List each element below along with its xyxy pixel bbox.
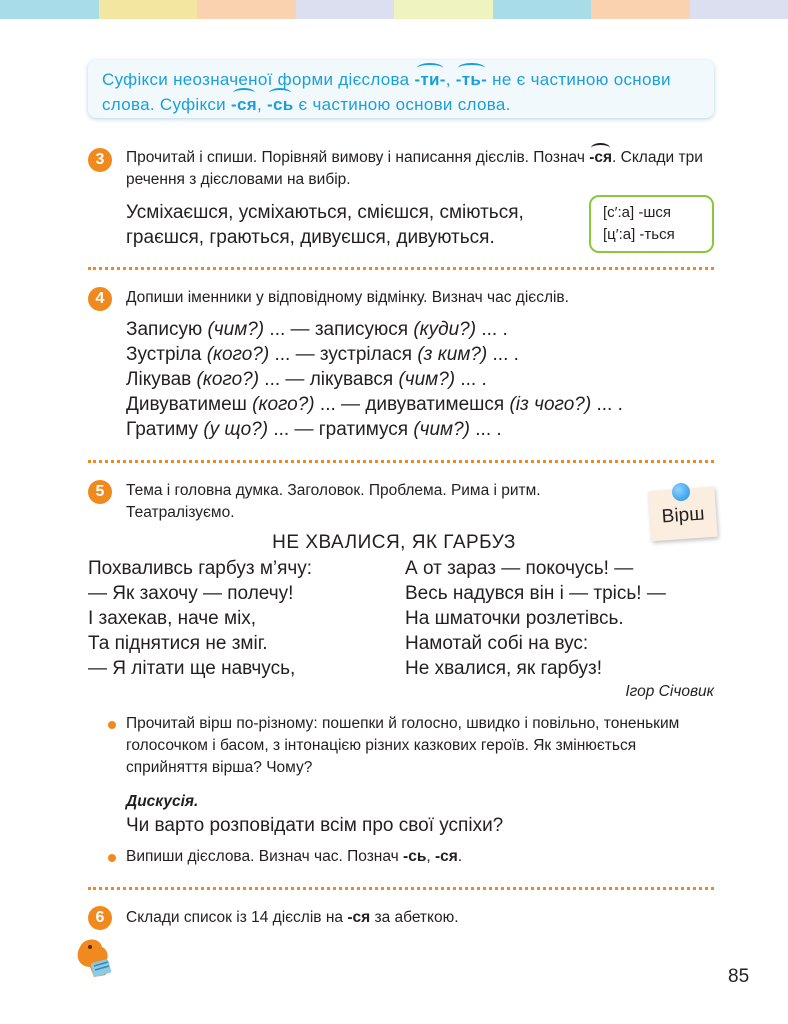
task4-row <box>126 392 623 417</box>
dotted-divider <box>88 887 714 890</box>
task4-row <box>126 367 487 392</box>
stripe <box>394 0 493 19</box>
task4-instruction: Допиши іменники у відповідному відмінку. Визнач час дієслів. <box>126 289 569 306</box>
stripe <box>197 0 296 19</box>
task4-row <box>126 417 502 442</box>
task3-text: . Склади три речення з дієсловами на вибір. <box>126 149 703 188</box>
homework-mascot-icon <box>70 935 118 981</box>
phonetic-box <box>589 195 714 253</box>
dotted-divider <box>88 460 714 463</box>
bullet-comma: , <box>426 848 435 865</box>
stripe <box>690 0 788 19</box>
row-text: ... — гратимуся <box>268 419 414 440</box>
phonetic-line: [с′:а] -шся <box>603 204 671 221</box>
row-text: ... — лікувався <box>259 369 399 390</box>
task-number-5: 5 <box>88 480 112 504</box>
row-question: (із чого?) <box>509 394 592 415</box>
poem-line: Та піднятися не зміг. <box>88 633 268 654</box>
row-text: ... — дивуватимешся <box>314 394 510 415</box>
pin-icon <box>672 483 690 501</box>
task5-instruction: Тема і головна думка. Заголовок. Проблема. Рима і ритм. Театралізуємо. <box>126 482 541 521</box>
rule-text-part: не є частиною основи слова. Суфікси <box>102 70 671 114</box>
row-question: (кого?) <box>196 369 260 390</box>
row-question: (з ким?) <box>417 344 488 365</box>
discussion-question: Чи варто розповідати всім про свої успіхи? <box>126 815 504 836</box>
row-text: Зустріла <box>126 344 207 365</box>
row-question: (куди?) <box>413 319 477 340</box>
bullet-icon <box>108 854 116 862</box>
stripe <box>591 0 690 19</box>
bullet-text: Випиши дієслова. Визнач час. Познач <box>126 848 404 865</box>
task3-line-1: Усміхаєшся, усміхаються, смієшся, сміються, <box>126 202 524 223</box>
row-question: (чим?) <box>413 419 470 440</box>
task3-text: Прочитай і спиши. Порівняй вимову і написання дієслів. Познач <box>126 149 590 166</box>
poem-line: На шматочки розлетівсь. <box>405 608 624 629</box>
suffix-s: -сь <box>267 92 293 117</box>
dotted-divider <box>88 267 714 270</box>
poem-line: Похваливсь гарбуз м’ячу: <box>88 558 313 579</box>
bullet-icon <box>108 721 116 729</box>
suffix-mark: -ся <box>589 147 612 169</box>
suffix-s: -сь <box>403 848 427 865</box>
poem-label: Вірш <box>661 503 706 528</box>
suffix-sia: -ся <box>434 848 458 865</box>
row-text: ... . <box>487 344 519 365</box>
rule-text-part: є частиною основи слова. <box>293 95 511 114</box>
poem-right-column <box>405 556 666 681</box>
task3-line-2: граєшся, граються, дивуєшся, дивуються. <box>126 227 495 248</box>
row-text: ... . <box>476 319 508 340</box>
task6-instruction <box>126 907 716 929</box>
row-text: ... . <box>455 369 487 390</box>
task4-row <box>126 317 508 342</box>
poem-line: — Я літати ще навчусь, <box>88 658 296 679</box>
task-number-6: 6 <box>88 906 112 930</box>
poem-line: А от зараз — покочусь! — <box>405 558 634 579</box>
rule-text-part: Суфікси неозначеної форми дієслова <box>102 70 415 89</box>
stripe <box>99 0 198 19</box>
poem-line: Весь надувся він і — трісь! — <box>405 583 666 604</box>
row-text: Дивуватимеш <box>126 394 253 415</box>
row-text: Лікував <box>126 369 197 390</box>
task3-instruction <box>126 147 716 191</box>
stripe <box>493 0 592 19</box>
poem-author: Ігор Січовик <box>625 683 714 700</box>
task4-row <box>126 342 519 367</box>
phonetic-line: [ц′:а] -ться <box>603 226 675 243</box>
poem-line: Не хвалися, як гарбуз! <box>405 658 603 679</box>
discussion-label: Дискусія. <box>126 793 199 810</box>
row-text: ... . <box>469 419 502 440</box>
suffix-sia: -ся <box>347 909 371 926</box>
poem-line: Намотай собі на вус: <box>405 633 589 654</box>
poem-line: — Як захочу — полечу! <box>88 583 294 604</box>
row-question: (у що?) <box>203 419 269 440</box>
row-question: (кого?) <box>252 394 315 415</box>
poem-left-column <box>88 556 312 681</box>
row-text: ... — записуюся <box>264 319 414 340</box>
row-text: ... . <box>591 394 623 415</box>
row-text: Гратиму <box>126 419 204 440</box>
poem-title: НЕ ХВАЛИСЯ, ЯК ГАРБУЗ <box>272 532 516 553</box>
rule-text <box>102 67 704 117</box>
row-question: (кого?) <box>206 344 270 365</box>
task-number-3: 3 <box>88 148 112 172</box>
page-number: 85 <box>728 966 750 987</box>
suffix-sia: -ся <box>231 92 257 117</box>
stripe <box>296 0 395 19</box>
top-color-stripes <box>0 0 788 19</box>
suffix-ti: -ти- <box>414 67 445 92</box>
task5-bullet-2 <box>126 846 716 868</box>
task5-bullet-1: Прочитай вірш по-різному: пошепки й голосно, швидко і повільно, тоненьким голосочком і басом, з інтонацією різних казкових героїв. Як змінюється сприйняття вірша? Чому? <box>126 715 680 776</box>
stripe <box>0 0 99 19</box>
task6-text: за абеткою. <box>370 909 459 926</box>
rule-comma: , <box>445 70 456 89</box>
row-question: (чим?) <box>207 319 265 340</box>
row-text: ... — зустрілася <box>269 344 418 365</box>
rule-box <box>88 60 714 118</box>
poem-line: І захекав, наче міх, <box>88 608 257 629</box>
bullet-end: . <box>457 848 463 865</box>
row-question: (чим?) <box>398 369 456 390</box>
task6-text: Склади список із 14 дієслів на <box>126 909 348 926</box>
rule-comma: , <box>256 95 267 114</box>
task-number-4: 4 <box>88 287 112 311</box>
row-text: Записую <box>126 319 208 340</box>
suffix-t: -ть- <box>456 67 487 92</box>
